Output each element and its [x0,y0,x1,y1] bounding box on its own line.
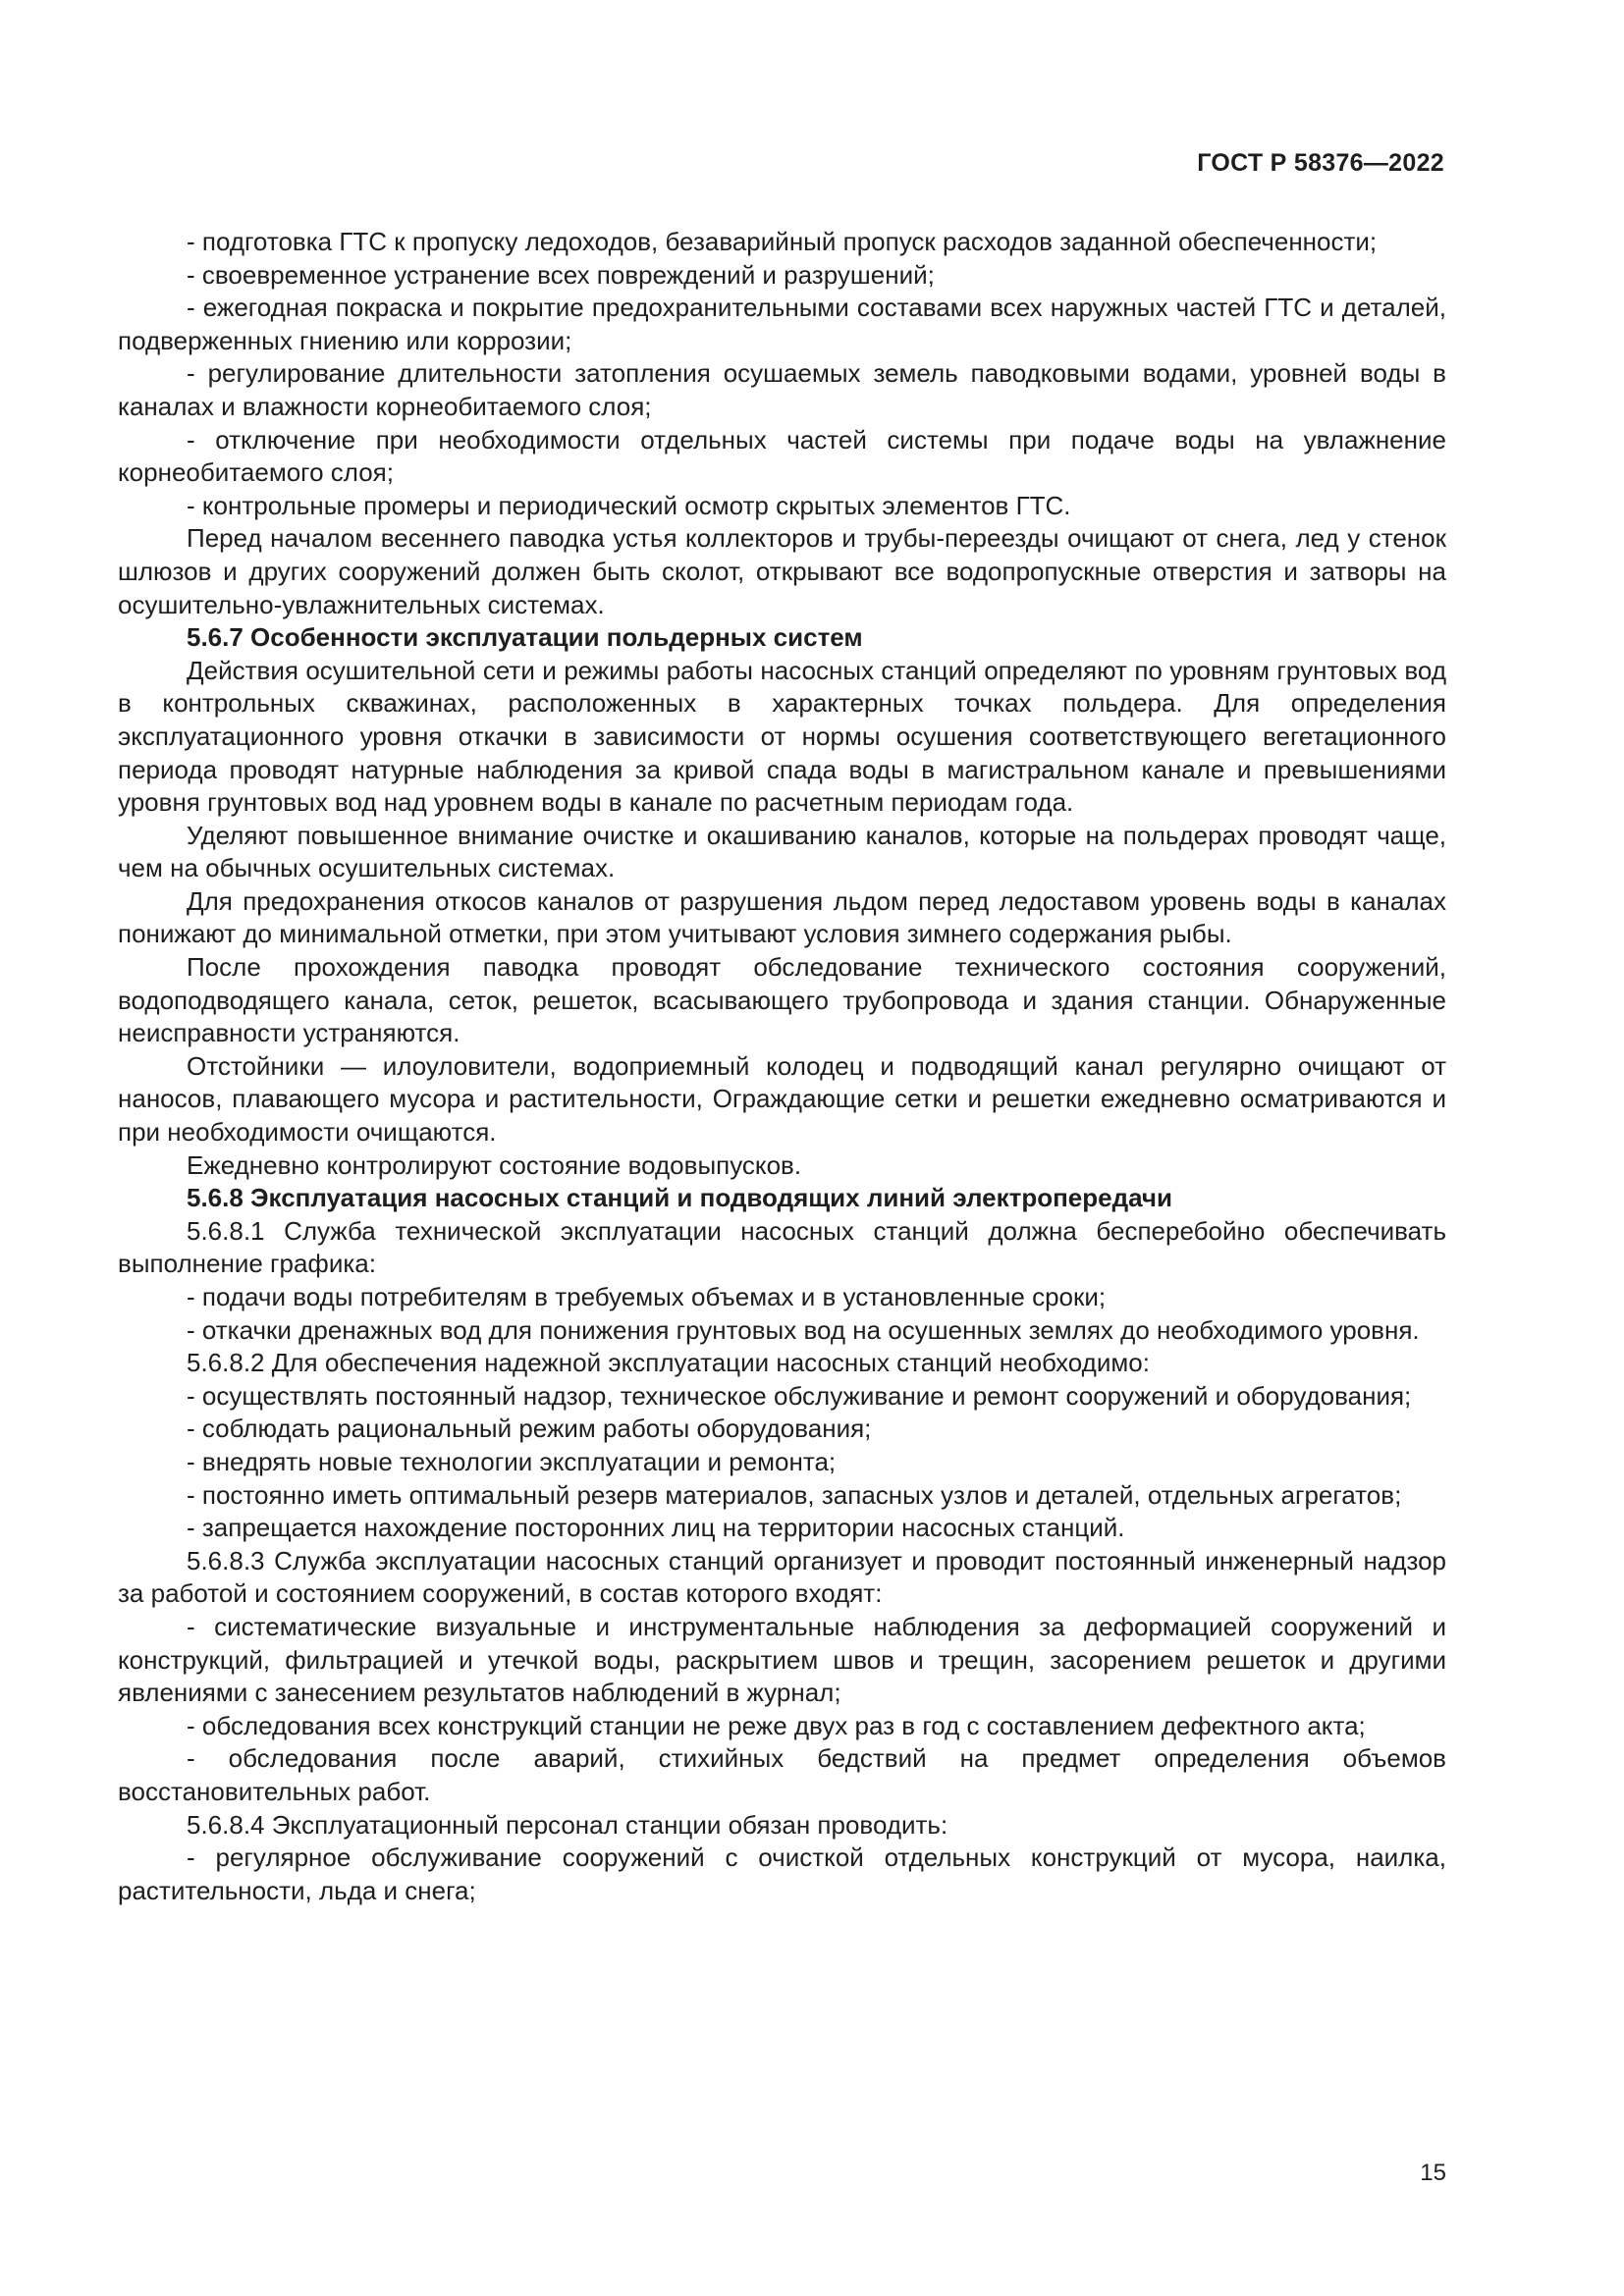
paragraph: Ежедневно контролируют состояние водовыпусков. [187,1149,802,1180]
paragraph: Перед началом весеннего паводка устья коллекторов и трубы-переезды очищают от снега, лед у стенок шлюзов и других сооружений должен быть сколот, открывают все водопропускные отверстия и затворы на осушительно-увлажнительных системах. [118,523,1446,619]
paragraph: Для предохранения откосов каналов от разрушения льдом перед ледоставом уровень воды в каналах понижают до минимальной отметки, при этом учитывают условия зимнего содержания рыбы. [118,885,1446,949]
list-item: - запрещается нахождение посторонних лиц на территории насосных станций. [187,1513,1125,1543]
list-item: - осуществлять постоянный надзор, техническое обслуживание и ремонт сооружений и оборудования; [187,1380,1412,1411]
paragraph: 5.6.8.3 Служба эксплуатации насосных станций организует и проводит постоянный инженерный надзор за работой и состоянием сооружений, в состав которого входят: [118,1545,1446,1609]
paragraph: Отстойники — илоуловители, водоприемный колодец и подводящий канал регулярно очищают от наносов, плавающего мусора и растительности, Ограждающие сетки и решетки ежедневно осматриваются и при необходимости очищаются. [118,1050,1446,1148]
list-item: - обследования после аварий, стихийных бедствий на предмет определения объемов восстановительных работ. [118,1743,1446,1806]
paragraph: Действия осушительной сети и режимы работы насосных станций определяют по уровням грунтовых вод в контрольных скважинах, расположенных в характерных точках польдера. Для определения эксплуатационного уровня откачки в зависимости от нормы осушения соответствующего вегетационного периода проводят натурные наблюдения за кривой спада воды в магистральном канале и превышениями уровня грунтовых вод над уровнем воды в канале по расчетным периодам года. [118,655,1446,818]
list-item: - ежегодная покраска и покрытие предохранительными составами всех наружных частей ГТС и деталей, подверженных гниению или коррозии; [118,293,1446,355]
list-item: - своевременное устранение всех повреждений и разрушений; [187,259,935,290]
list-item: - постоянно иметь оптимальный резерв материалов, запасных узлов и деталей, отдельных агрегатов; [187,1479,1402,1510]
list-item: - систематические визуальные и инструментальные наблюдения за деформацией сооружений и конструкций, фильтрацией и утечкой воды, раскрытием швов и трещин, засорением решеток и другими явлениями с занесением результатов наблюдений в журнал; [118,1611,1446,1708]
list-item: - подачи воды потребителям в требуемых объемах и в установленные сроки; [187,1282,1107,1311]
paragraph: 5.6.8.2 Для обеспечения надежной эксплуатации насосных станций необходимо: [187,1348,1150,1378]
list-item: - обследования всех конструкций станции не реже двух раз в год с составлением дефектного акта; [187,1710,1366,1740]
list-item: - отключение при необходимости отдельных частей системы при подаче воды на увлажнение корнеобитаемого слоя; [118,424,1446,488]
paragraph: После прохождения паводка проводят обследование технического состояния сооружений, водоподводящего канала, сеток, решеток, всасывающего трубопровода и здания станции. Обнаруженные неисправности устраняются. [118,952,1446,1048]
section-heading: 5.6.8 Эксплуатация насосных станций и подводящих линий электропередачи [187,1183,1172,1213]
list-item: - подготовка ГТС к пропуску ледоходов, безаварийный пропуск расходов заданной обеспеченности; [187,227,1378,256]
page-number: 15 [1420,2160,1446,2186]
list-item: - контрольные промеры и периодический осмотр скрытых элементов ГТС. [187,490,1071,520]
paragraph: 5.6.8.4 Эксплуатационный персонал станции обязан проводить: [187,1809,948,1840]
document-body [118,226,1446,1907]
document-header: ГОСТ Р 58376—2022 [1197,149,1444,177]
list-item: - внедрять новые технологии эксплуатации и ремонта; [187,1446,837,1476]
section-heading: 5.6.7 Особенности эксплуатации польдерных систем [187,622,863,653]
list-item: - регулярное обслуживание сооружений с очисткой отдельных конструкций от мусора, наилка, растительности, льда и снега; [118,1842,1446,1905]
list-item: - соблюдать рациональный режим работы оборудования; [187,1414,872,1444]
list-item: - откачки дренажных вод для понижения грунтовых вод на осушенных землях до необходимого уровня. [187,1314,1420,1345]
paragraph: 5.6.8.1 Служба технической эксплуатации насосных станций должна бесперебойно обеспечивать выполнение графика: [118,1215,1446,1279]
list-item: - регулирование длительности затопления осушаемых земель паводковыми водами, уровней воды в каналах и влажности корнеобитаемого слоя; [118,358,1446,421]
paragraph: Уделяют повышенное внимание очистке и окашиванию каналов, которые на польдерах проводят чаще, чем на обычных осушительных системах. [118,820,1446,883]
